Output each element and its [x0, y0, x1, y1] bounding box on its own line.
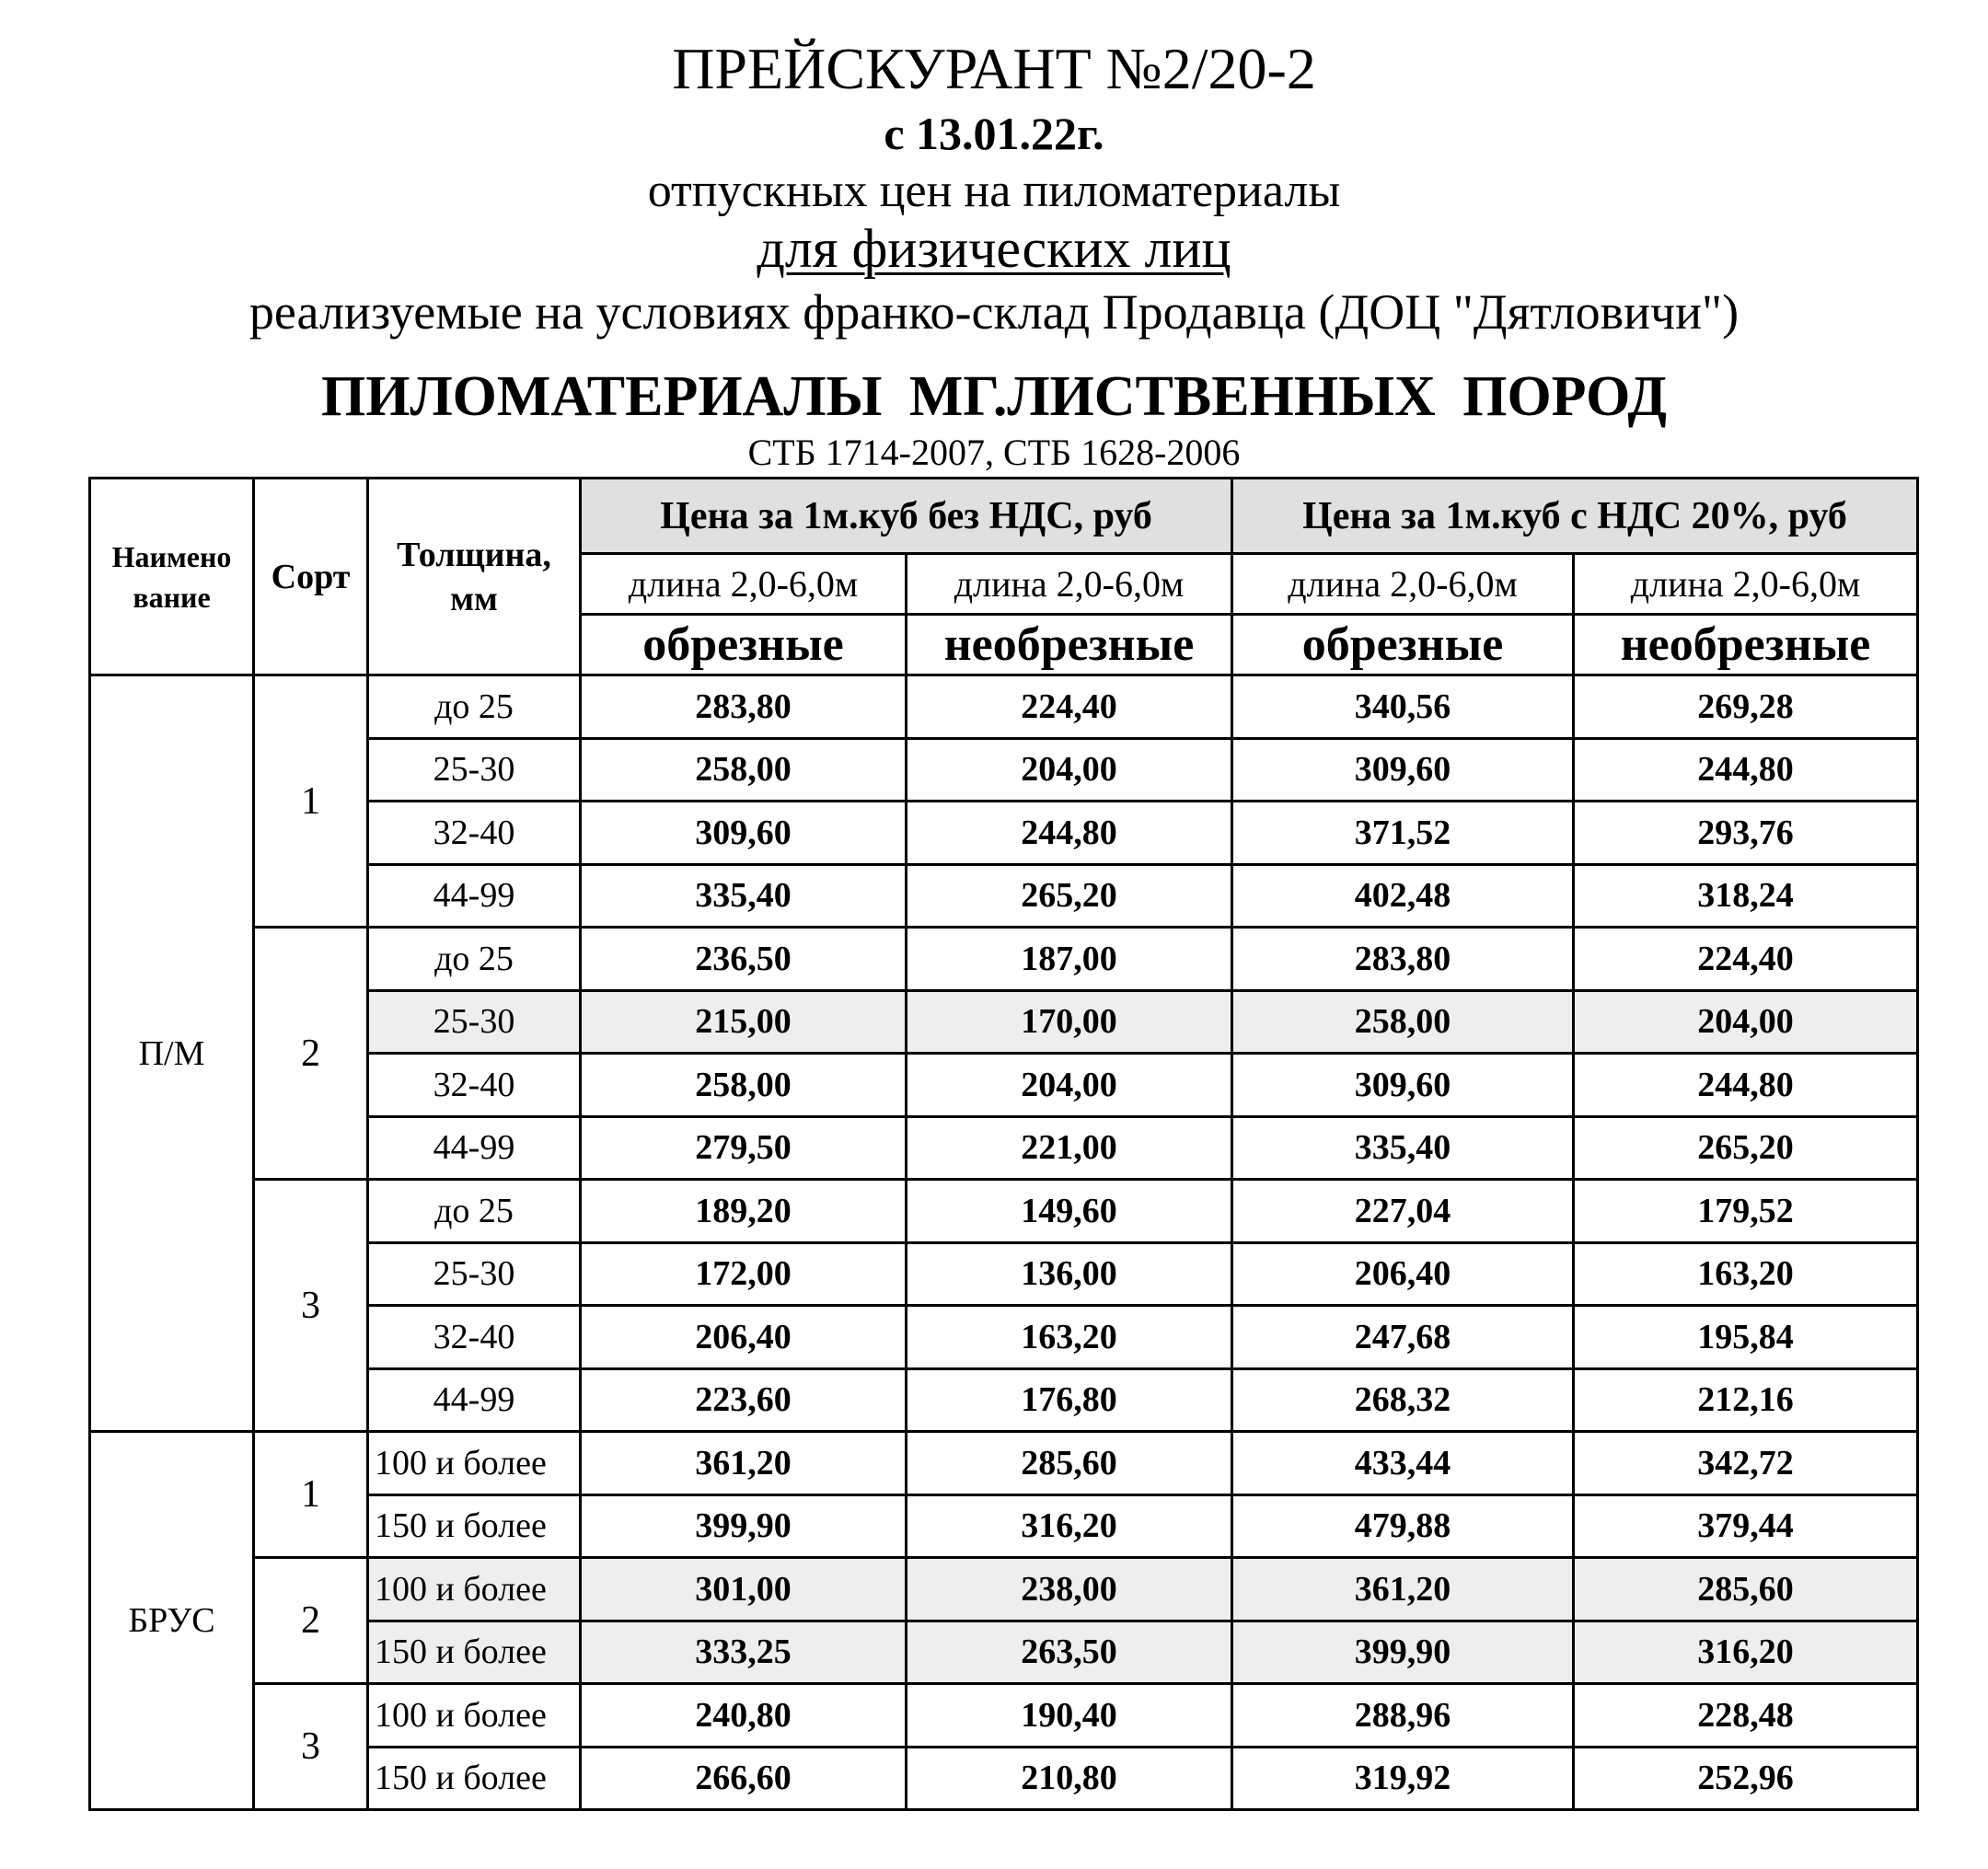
- subtitle-line-1: отпускных цен на пиломатериалы: [647, 165, 1341, 217]
- price-unedged-vat-cell: 244,80: [1574, 1054, 1918, 1117]
- price-unedged-no-vat-cell: 170,00: [907, 990, 1232, 1054]
- price-unedged-vat-cell: 318,24: [1574, 864, 1918, 928]
- thickness-cell: 25-30: [368, 990, 581, 1054]
- price-edged-no-vat-cell: 223,60: [581, 1368, 907, 1432]
- price-unedged-vat-cell: 293,76: [1574, 802, 1918, 865]
- thickness-cell: 150 и более: [368, 1494, 581, 1558]
- price-table: [88, 477, 1919, 1811]
- price-edged-vat-cell: 268,32: [1232, 1368, 1574, 1432]
- price-edged-no-vat-cell: 361,20: [581, 1432, 907, 1495]
- price-unedged-vat-cell: 228,48: [1574, 1684, 1918, 1748]
- price-edged-vat-cell: 258,00: [1232, 990, 1574, 1054]
- price-edged-vat-cell: 309,60: [1232, 1054, 1574, 1117]
- standards-line: СТБ 1714-2007, СТБ 1628-2006: [747, 432, 1241, 473]
- price-unedged-no-vat-cell: 190,40: [907, 1684, 1232, 1748]
- price-edged-no-vat-cell: 172,00: [581, 1242, 907, 1306]
- price-unedged-no-vat-cell: 136,00: [907, 1242, 1232, 1306]
- product-name-cell: П/М: [90, 675, 254, 1432]
- price-unedged-vat-cell: 269,28: [1574, 675, 1918, 739]
- thickness-cell: 32-40: [368, 1306, 581, 1369]
- thickness-cell: 44-99: [368, 1368, 581, 1432]
- price-edged-no-vat-cell: 266,60: [581, 1747, 907, 1810]
- price-edged-no-vat-cell: 206,40: [581, 1306, 907, 1369]
- price-unedged-no-vat-cell: 221,00: [907, 1116, 1232, 1180]
- thickness-cell: до 25: [368, 675, 581, 739]
- grade-cell: 2: [254, 928, 368, 1180]
- group-header-vat: Цена за 1м.куб с НДС 20%, руб: [1232, 479, 1918, 554]
- price-unedged-vat-cell: 179,52: [1574, 1180, 1918, 1243]
- price-unedged-vat-cell: 204,00: [1574, 990, 1918, 1054]
- price-edged-vat-cell: 479,88: [1232, 1494, 1574, 1558]
- grade-cell: 3: [254, 1180, 368, 1432]
- thickness-cell: 25-30: [368, 1242, 581, 1306]
- thickness-cell: 32-40: [368, 802, 581, 865]
- subtitle-line-2: [0, 217, 1988, 281]
- price-edged-no-vat-cell: 335,40: [581, 864, 907, 928]
- price-unedged-no-vat-cell: 176,80: [907, 1368, 1232, 1432]
- price-edged-no-vat-cell: 279,50: [581, 1116, 907, 1180]
- price-unedged-no-vat-cell: 238,00: [907, 1558, 1232, 1621]
- price-edged-vat-cell: 399,90: [1232, 1621, 1574, 1684]
- price-unedged-no-vat-cell: 210,80: [907, 1747, 1232, 1810]
- length-header: длина 2,0-6,0м: [907, 554, 1232, 615]
- price-edged-vat-cell: 288,96: [1232, 1684, 1574, 1748]
- price-unedged-no-vat-cell: 187,00: [907, 928, 1232, 991]
- price-table-body: [90, 675, 1918, 1810]
- price-edged-vat-cell: 227,04: [1232, 1180, 1574, 1243]
- price-edged-no-vat-cell: 283,80: [581, 675, 907, 739]
- price-edged-vat-cell: 206,40: [1232, 1242, 1574, 1306]
- price-edged-no-vat-cell: 215,00: [581, 990, 907, 1054]
- thickness-cell: 150 и более: [368, 1747, 581, 1810]
- table-row: [90, 675, 1918, 739]
- thickness-cell: 100 и более: [368, 1432, 581, 1495]
- effective-date: с 13.01.22г.: [884, 108, 1104, 159]
- column-header-thickness: Толщина, мм: [368, 479, 581, 675]
- length-header: длина 2,0-6,0м: [581, 554, 907, 615]
- table-row: [90, 1684, 1918, 1748]
- price-unedged-no-vat-cell: 263,50: [907, 1621, 1232, 1684]
- price-edged-no-vat-cell: 333,25: [581, 1621, 907, 1684]
- price-unedged-no-vat-cell: 163,20: [907, 1306, 1232, 1369]
- subtitle-line-3: реализуемые на условиях франко-склад Продавца (ДОЦ "Дятловичи"): [248, 284, 1740, 340]
- thickness-cell: до 25: [368, 928, 581, 991]
- price-edged-no-vat-cell: 189,20: [581, 1180, 907, 1243]
- price-edged-vat-cell: 402,48: [1232, 864, 1574, 928]
- price-unedged-vat-cell: 252,96: [1574, 1747, 1918, 1810]
- price-unedged-vat-cell: 379,44: [1574, 1494, 1918, 1558]
- price-edged-no-vat-cell: 258,00: [581, 1054, 907, 1117]
- thickness-cell: до 25: [368, 1180, 581, 1243]
- column-header-name: Наимено вание: [90, 479, 254, 675]
- price-edged-no-vat-cell: 301,00: [581, 1558, 907, 1621]
- price-edged-no-vat-cell: 399,90: [581, 1494, 907, 1558]
- table-row: [90, 1180, 1918, 1243]
- price-edged-vat-cell: 319,92: [1232, 1747, 1574, 1810]
- thickness-cell: 150 и более: [368, 1621, 581, 1684]
- type-header-edged: обрезные: [581, 615, 907, 675]
- price-unedged-vat-cell: 265,20: [1574, 1116, 1918, 1180]
- price-edged-vat-cell: 335,40: [1232, 1116, 1574, 1180]
- grade-cell: 1: [254, 1432, 368, 1558]
- price-unedged-no-vat-cell: 204,00: [907, 1054, 1232, 1117]
- price-unedged-vat-cell: 212,16: [1574, 1368, 1918, 1432]
- price-edged-no-vat-cell: 240,80: [581, 1684, 907, 1748]
- price-unedged-vat-cell: 285,60: [1574, 1558, 1918, 1621]
- price-unedged-vat-cell: 244,80: [1574, 738, 1918, 802]
- price-unedged-no-vat-cell: 149,60: [907, 1180, 1232, 1243]
- price-table-head: [90, 479, 1918, 675]
- price-edged-vat-cell: 309,60: [1232, 738, 1574, 802]
- price-unedged-no-vat-cell: 204,00: [907, 738, 1232, 802]
- grade-cell: 2: [254, 1558, 368, 1684]
- price-edged-vat-cell: 340,56: [1232, 675, 1574, 739]
- price-unedged-vat-cell: 195,84: [1574, 1306, 1918, 1369]
- table-row: [90, 1432, 1918, 1495]
- thickness-cell: 100 и более: [368, 1684, 581, 1748]
- price-edged-no-vat-cell: 236,50: [581, 928, 907, 991]
- section-title: ПИЛОМАТЕРИАЛЫ МГ.ЛИСТВЕННЫХ ПОРОД: [321, 365, 1667, 428]
- price-edged-no-vat-cell: 309,60: [581, 802, 907, 865]
- price-unedged-no-vat-cell: 265,20: [907, 864, 1232, 928]
- price-unedged-no-vat-cell: 224,40: [907, 675, 1232, 739]
- price-unedged-vat-cell: 342,72: [1574, 1432, 1918, 1495]
- price-edged-no-vat-cell: 258,00: [581, 738, 907, 802]
- table-row: [90, 928, 1918, 991]
- column-header-sort: Сорт: [254, 479, 368, 675]
- length-header: длина 2,0-6,0м: [1232, 554, 1574, 615]
- thickness-cell: 44-99: [368, 1116, 581, 1180]
- price-list-title: ПРЕЙСКУРАНТ №2/20-2: [672, 36, 1316, 101]
- length-header: длина 2,0-6,0м: [1574, 554, 1918, 615]
- product-name-cell: БРУС: [90, 1432, 254, 1810]
- price-edged-vat-cell: 361,20: [1232, 1558, 1574, 1621]
- thickness-cell: 100 и более: [368, 1558, 581, 1621]
- thickness-cell: 44-99: [368, 864, 581, 928]
- price-edged-vat-cell: 247,68: [1232, 1306, 1574, 1369]
- type-header-unedged: необрезные: [1574, 615, 1918, 675]
- grade-cell: 1: [254, 675, 368, 928]
- price-unedged-no-vat-cell: 316,20: [907, 1494, 1232, 1558]
- table-row: [90, 1558, 1918, 1621]
- price-edged-vat-cell: 433,44: [1232, 1432, 1574, 1495]
- thickness-cell: 32-40: [368, 1054, 581, 1117]
- thickness-cell: 25-30: [368, 738, 581, 802]
- price-edged-vat-cell: 371,52: [1232, 802, 1574, 865]
- price-unedged-vat-cell: 163,20: [1574, 1242, 1918, 1306]
- group-header-no-vat: Цена за 1м.куб без НДС, руб: [581, 479, 1232, 554]
- type-header-unedged: необрезные: [907, 615, 1232, 675]
- price-edged-vat-cell: 283,80: [1232, 928, 1574, 991]
- price-unedged-no-vat-cell: 285,60: [907, 1432, 1232, 1495]
- price-unedged-vat-cell: 224,40: [1574, 928, 1918, 991]
- type-header-edged: обрезные: [1232, 615, 1574, 675]
- grade-cell: 3: [254, 1684, 368, 1810]
- audience-label: для физических лиц: [757, 218, 1231, 279]
- price-unedged-no-vat-cell: 244,80: [907, 802, 1232, 865]
- price-unedged-vat-cell: 316,20: [1574, 1621, 1918, 1684]
